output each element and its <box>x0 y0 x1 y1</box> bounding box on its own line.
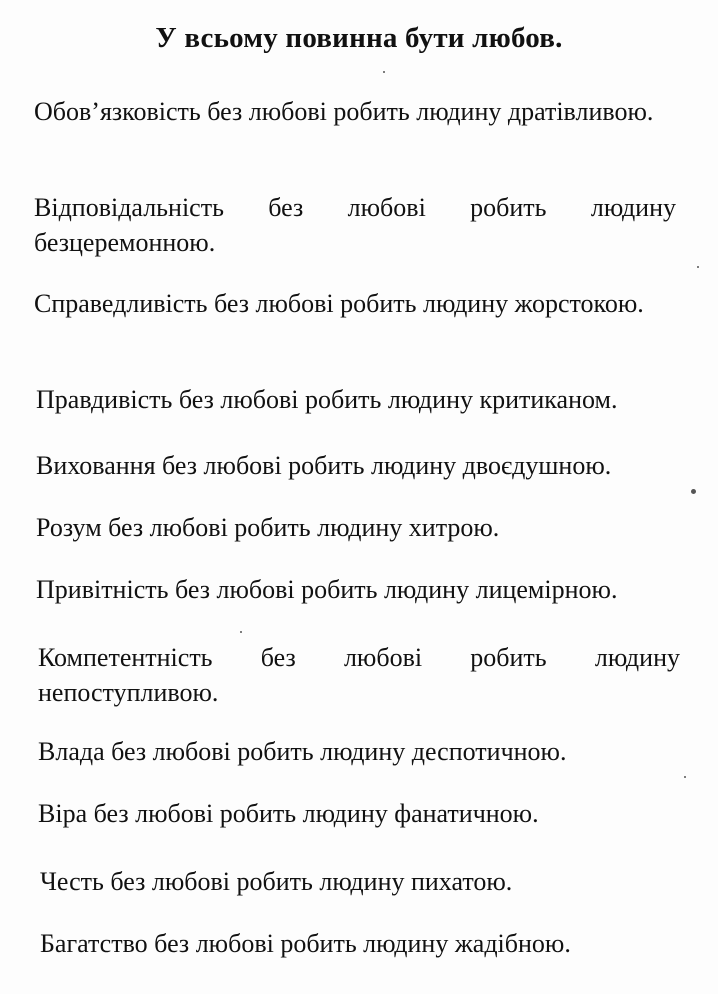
scan-speck <box>697 266 699 268</box>
paragraph-5: Виховання без любові робить людину двоєдушною. <box>36 451 612 480</box>
paragraph-6: Розум без любові робить людину хитрою. <box>36 513 500 542</box>
paragraph-9: Влада без любові робить людину деспотичною. <box>38 737 567 766</box>
page-title: У всьому повинна бути любов. <box>155 22 563 54</box>
scan-speck <box>383 71 385 73</box>
scan-speck <box>240 631 242 633</box>
paragraph-7: Привітність без любові робить людину лицемірною. <box>36 575 618 604</box>
scan-speck <box>684 776 686 778</box>
paragraph-1: Обов’язковість без любові робить людину дратівливою. <box>34 97 654 126</box>
paragraph-2: Відповідальність без любові робить людину безцеремонною. <box>34 193 676 257</box>
paragraph-8: Компетентність без любові робить людину непоступливою. <box>38 643 680 707</box>
scan-speck <box>691 489 696 494</box>
paragraph-4: Правдивість без любові робить людину критиканом. <box>36 385 618 414</box>
paragraph-3: Справедливість без любові робить людину жорстокою. <box>34 289 644 318</box>
paragraph-12: Багатство без любові робить людину жадібною. <box>40 929 571 958</box>
paragraph-11: Честь без любові робить людину пихатою. <box>40 867 513 896</box>
paragraph-10: Віра без любові робить людину фанатичною. <box>38 799 539 828</box>
